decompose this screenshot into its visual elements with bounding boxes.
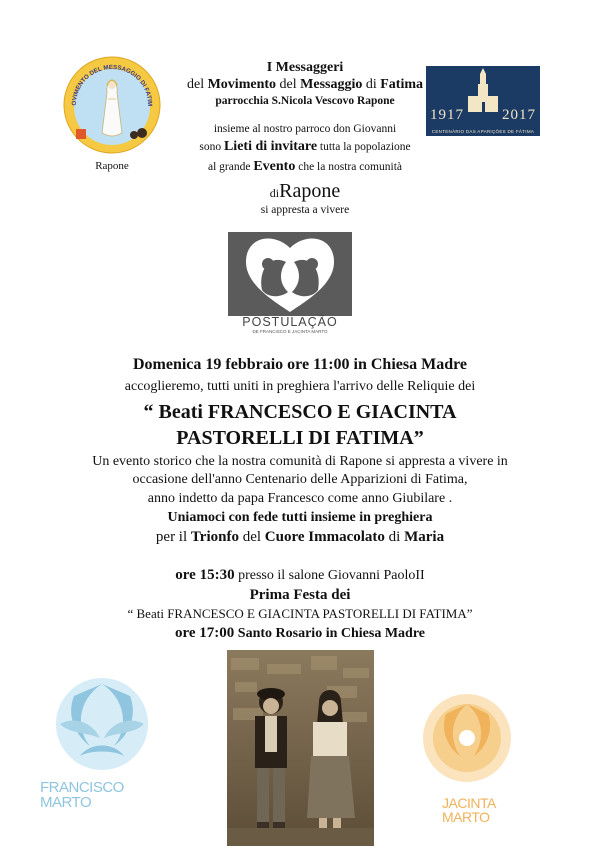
intro-line: accoglieremo, tutti uniti in preghiera l'arrivo delle Reliquie dei [124,379,476,394]
year-end: 2017 [502,107,536,123]
header-line-1: I Messaggeri [266,60,344,75]
header-line-5: sono Lieti di invitare tutta la popolazione [199,139,411,154]
description-line-2: occasione dell'anno Centenario delle Apparizioni di Fatima, [132,472,468,487]
schedule-time-1: ore 15:30 presso il salone Giovanni PaoloII [175,567,425,583]
postulacao-title: POSTULAÇÃO [242,315,338,329]
event-title-line-2: PASTORELLI DI FATIMA” [176,427,424,449]
header-line-6: al grande Evento che la nostra comunità [208,159,402,174]
jacinta-marto-emblem [412,690,522,830]
unite-line: Uniamoci con fede tutti insieme in preghiera [167,510,433,525]
centenario-subtitle: CENTENÁRIO DAS APARIÇÕES DE FÁTIMA [431,129,535,134]
movimento-logo [62,55,162,155]
header-line-4: insieme al nostro parroco don Giovanni [213,123,397,135]
jacinta-label-1: JACINTA [442,795,496,811]
francisco-label-2: MARTO [40,794,92,811]
svg-text:MOVIMENTO DEL MESSAGGIO DI FAT: OVIMENTO DEL MESSAGGIO DI FATIM [70,63,154,107]
event-date-line: Domenica 19 febbraio ore 11:00 in Chiesa Madre [132,356,468,373]
logo-caption: Rapone [95,160,129,172]
pastorelli-photo [227,650,374,846]
trionfo-line: per il Trionfo del Cuore Immacolato di Maria [155,529,445,545]
description-line-1: Un evento storico che la nostra comunità di Rapone si appresta a vivere in [92,454,508,469]
header-line-8: si appresta a vivere [260,204,350,216]
header-rapone: diRapone [269,180,341,202]
francisco-marto-emblem [40,676,160,816]
postulacao-subtitle: DE FRANCISCO E JACINTA MARTO [252,329,328,334]
postulacao-logo [228,232,352,336]
francisco-label-1: FRANCISCO [40,779,124,796]
event-title-line-1: “ Beati FRANCESCO E GIACINTA [143,401,457,423]
year-start: 1917 [430,107,464,123]
centenario-logo [426,66,540,136]
festa-title: Prima Festa dei [249,587,351,603]
jacinta-label-2: MARTO [442,809,490,825]
festa-line: “ Beati FRANCESCO E GIACINTA PASTORELLI DI FATIMA” [127,606,473,621]
schedule-time-2: ore 17:00 Santo Rosario in Chiesa Madre [175,625,425,641]
header-parish: parrocchia S.Nicola Vescovo Rapone [215,95,395,107]
header-line-2: del Movimento del Messaggio di Fatima [186,77,424,92]
description-line-3: anno indetto da papa Francesco come anno Giubilare . [147,491,453,506]
